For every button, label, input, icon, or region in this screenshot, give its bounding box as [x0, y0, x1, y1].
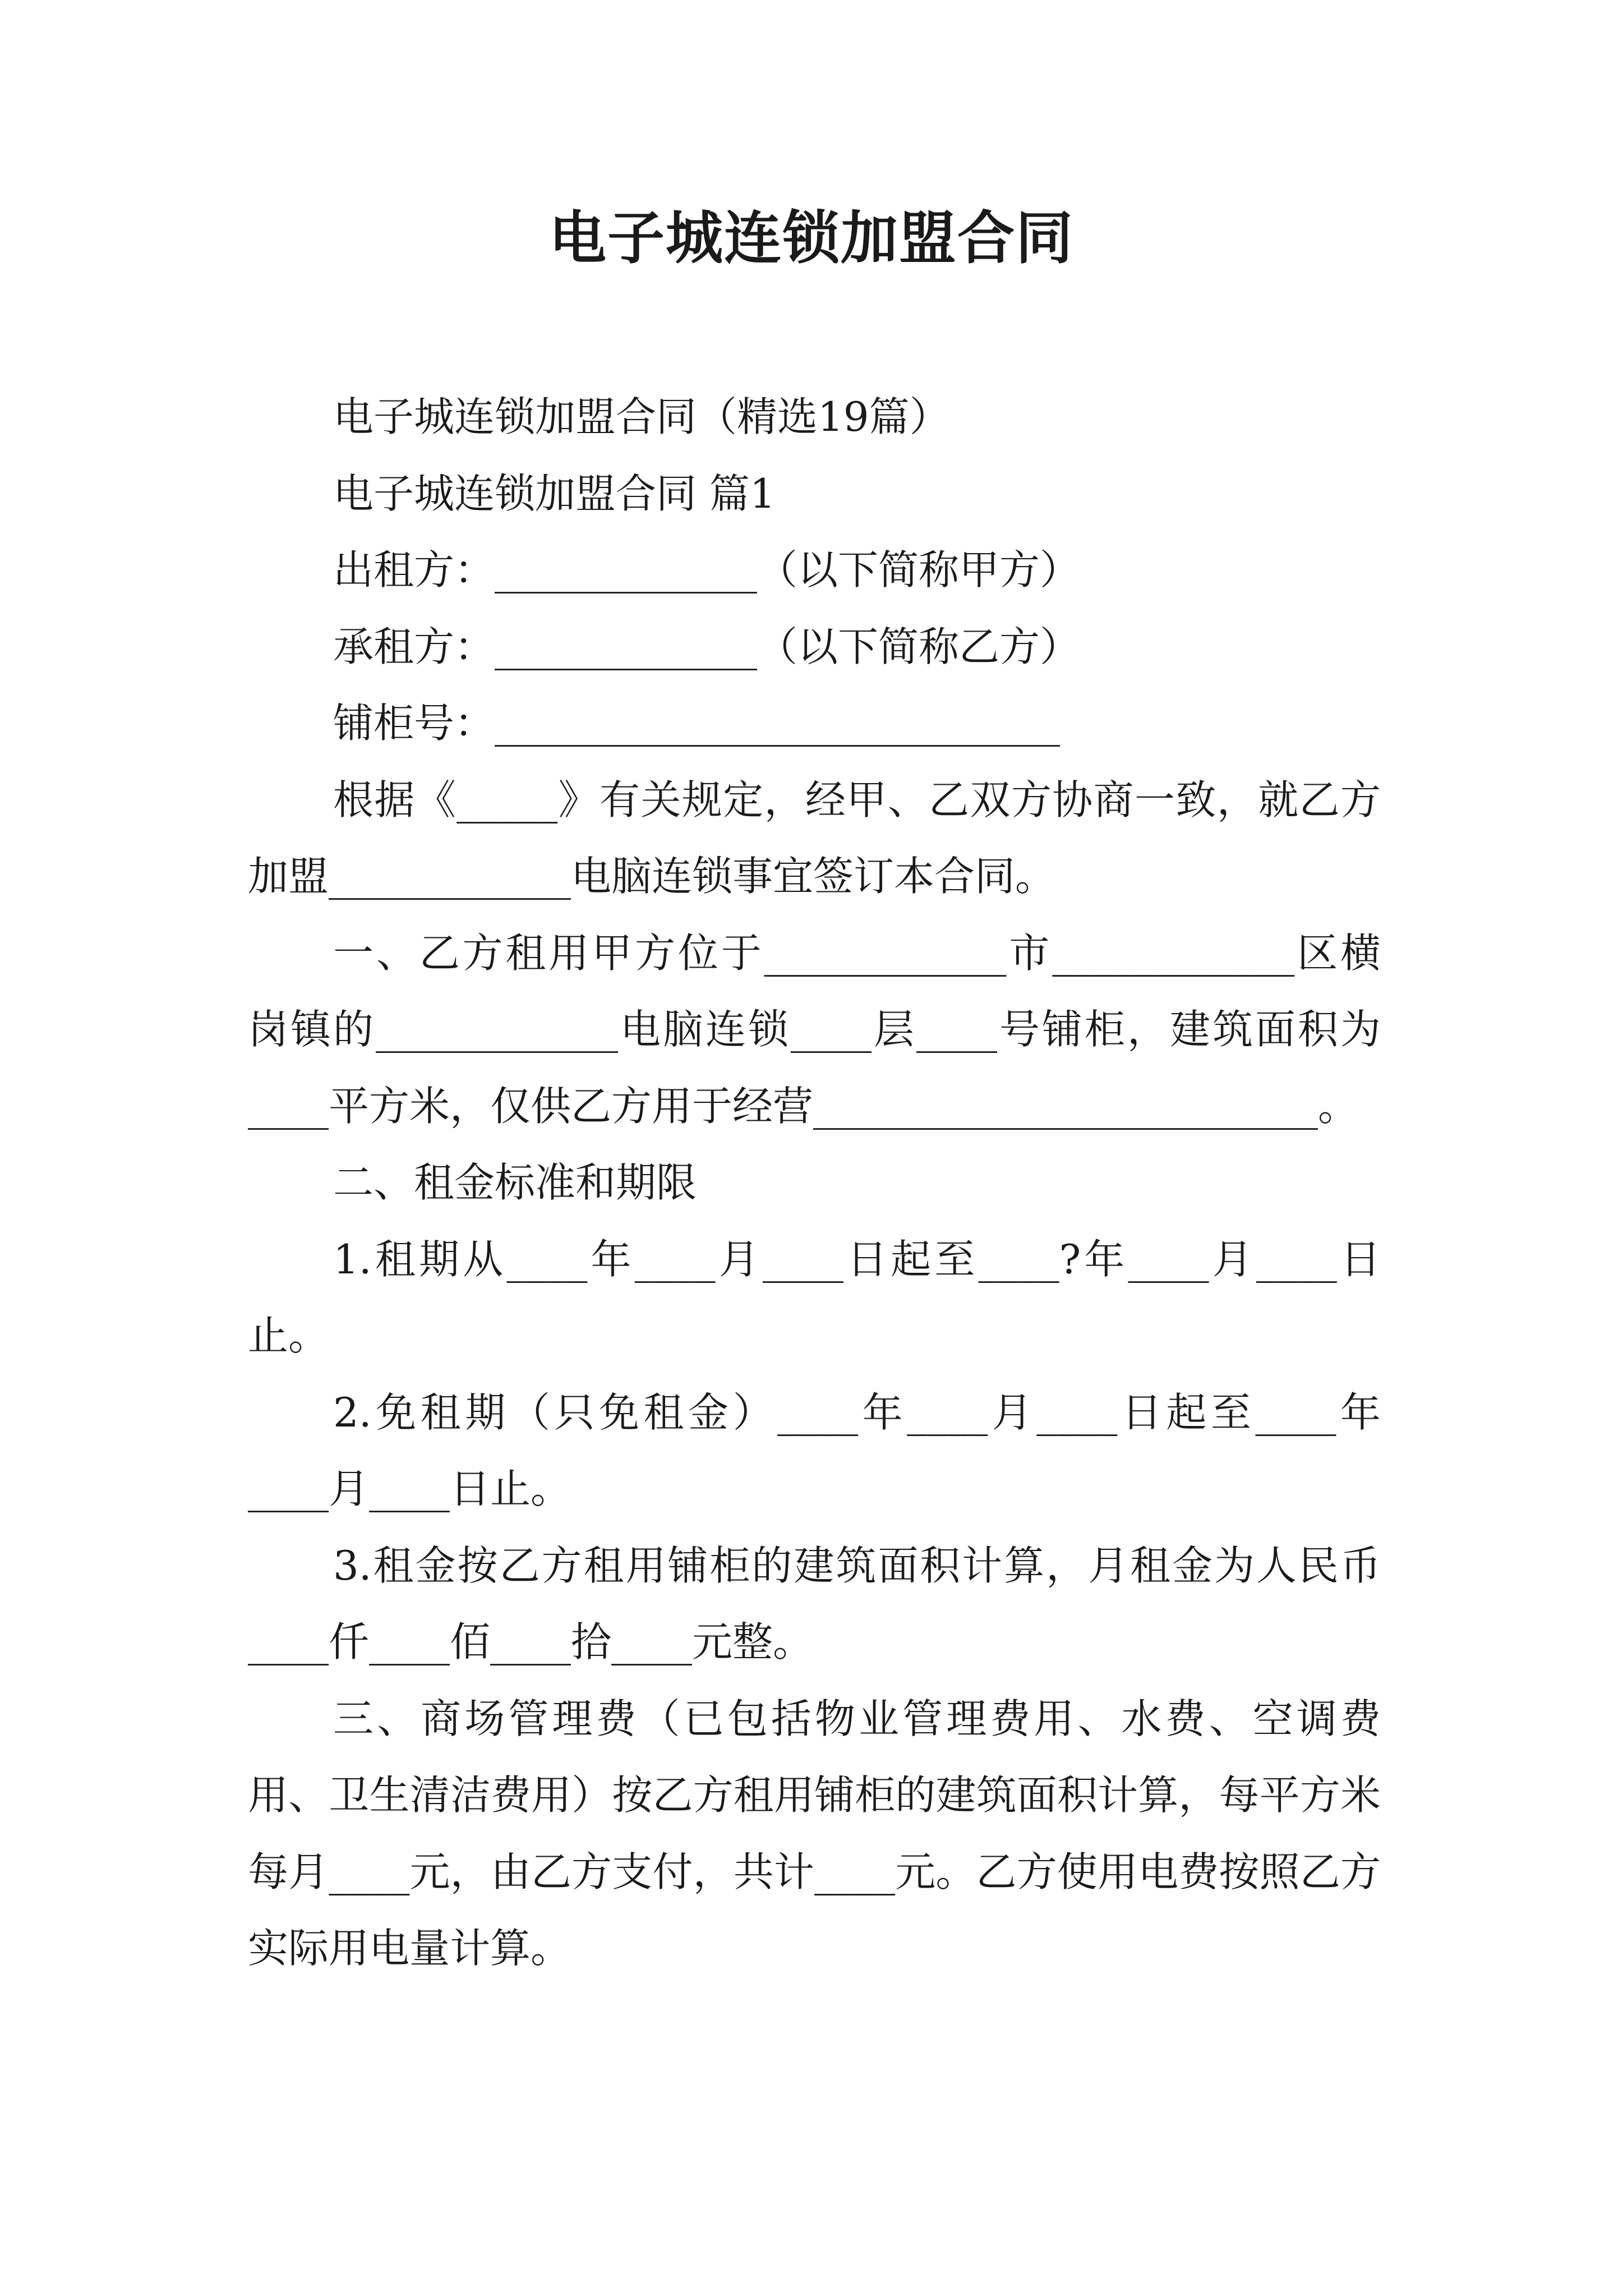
- paragraph-clause-1: 一、乙方租用甲方位于____________市____________区横岗镇的____________电脑连锁____层____号铺柜，建筑面积为____平方米，仅供乙方用于经营_________________________。: [248, 929, 1381, 1130]
- paragraph-collection-title: 电子城连锁加盟合同（精选19篇）: [333, 393, 950, 440]
- paragraph-section-heading: 电子城连锁加盟合同 篇1: [333, 470, 776, 517]
- paragraph-counter-number: 铺柜号：____________________________: [333, 700, 1061, 747]
- paragraph-lessor: 出租方：_____________（以下简称甲方）: [333, 546, 1081, 593]
- paragraph-rent-free-period: 2.免租期（只免租金）____年____月____日起至____年____月____日止。: [248, 1388, 1381, 1512]
- paragraph-clause-2-heading: 二、租金标准和期限: [333, 1159, 697, 1206]
- paragraph-preamble: 根据《_____》有关规定，经甲、乙双方协商一致，就乙方加盟____________电脑连锁事宜签订本合同。: [248, 776, 1381, 900]
- document-body: [248, 379, 1381, 1987]
- page-title: 电子城连锁加盟合同: [549, 205, 1074, 272]
- paragraph-lessee: 承租方：_____________（以下简称乙方）: [333, 623, 1081, 670]
- paragraph-clause-3: 三、商场管理费（已包括物业管理费用、水费、空调费用、卫生清洁费用）按乙方租用铺柜的建筑面积计算，每平方米每月____元，由乙方支付，共计____元。乙方使用电费按照乙方实际用电量计算。: [248, 1695, 1381, 1972]
- paragraph-lease-term: 1.租期从____年____月____日起至____?年____月____日止。: [248, 1235, 1381, 1359]
- paragraph-rent-amount: 3.租金按乙方租用铺柜的建筑面积计算，月租金为人民币____仟____佰____拾____元整。: [248, 1542, 1381, 1665]
